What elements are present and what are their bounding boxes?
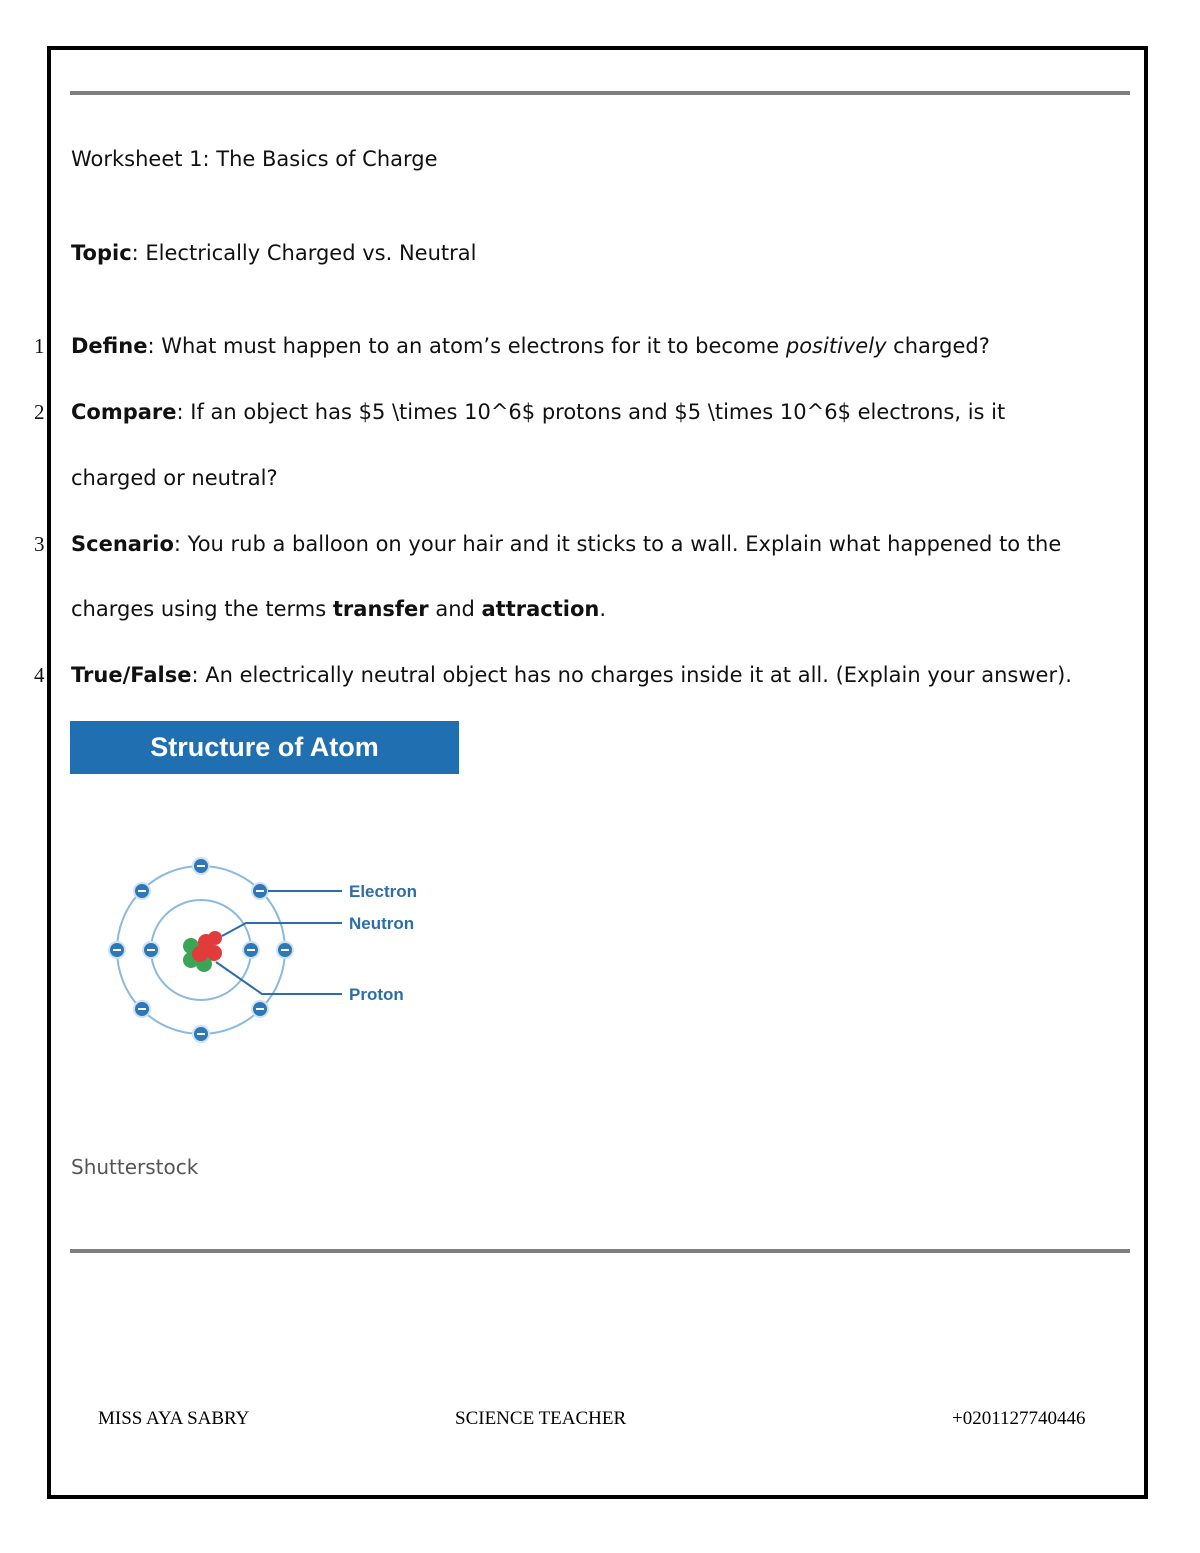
question-4-number: 4 — [34, 663, 45, 687]
question-4-label: True/False — [71, 663, 192, 687]
atom-diagram — [100, 850, 440, 1050]
question-2-number: 2 — [34, 400, 45, 424]
question-3-text: : You rub a balloon on your hair and it sticks to a wall. Explain what happened to the — [173, 532, 1062, 556]
question-2-text: : If an object has $5 \times 10^6$ protons and $5 \times 10^6$ electrons, is it — [176, 400, 1006, 424]
question-1 — [71, 332, 990, 360]
nucleus — [183, 931, 222, 972]
topic-line — [71, 239, 476, 267]
question-3-period: . — [599, 597, 607, 621]
question-4 — [71, 661, 1072, 689]
top-divider — [70, 91, 1130, 95]
question-3 — [71, 530, 1061, 558]
question-3-and: and — [428, 597, 482, 621]
question-2-label: Compare — [71, 400, 177, 424]
term-transfer: transfer — [332, 597, 429, 621]
proton — [192, 946, 208, 962]
footer-phone: +0201127740446 — [952, 1408, 1086, 1429]
worksheet-title: Worksheet 1: The Basics of Charge — [71, 147, 438, 171]
footer-role: SCIENCE TEACHER — [455, 1408, 627, 1429]
term-attraction: attraction — [481, 597, 600, 621]
question-1-label: Define — [71, 334, 148, 358]
proton-label: Proton — [349, 985, 404, 1004]
question-3-text-2: charges using the terms — [71, 597, 333, 621]
topic-text: : Electrically Charged vs. Neutral — [131, 241, 477, 265]
question-3-line-2 — [71, 595, 606, 623]
electron-label: Electron — [349, 882, 418, 901]
question-1-number: 1 — [34, 334, 45, 358]
topic-label: Topic — [71, 241, 132, 265]
figure-banner: Structure of Atom — [70, 721, 459, 774]
neutron-label: Neutron — [349, 914, 415, 933]
bottom-divider — [70, 1249, 1130, 1253]
image-credit: Shutterstock — [71, 1155, 199, 1179]
question-2 — [71, 398, 1005, 426]
question-1-text-end: charged? — [886, 334, 990, 358]
question-1-emphasis: positively — [785, 334, 887, 358]
question-3-number: 3 — [34, 532, 45, 556]
footer-name: MISS AYA SABRY — [98, 1408, 250, 1429]
question-3-label: Scenario — [71, 532, 174, 556]
proton — [208, 931, 222, 945]
question-4-text: : An electrically neutral object has no charges inside it at all. (Explain your answer). — [191, 663, 1072, 687]
question-2-line-2: charged or neutral? — [71, 466, 278, 490]
question-1-text: : What must happen to an atom’s electrons for it to become — [147, 334, 786, 358]
